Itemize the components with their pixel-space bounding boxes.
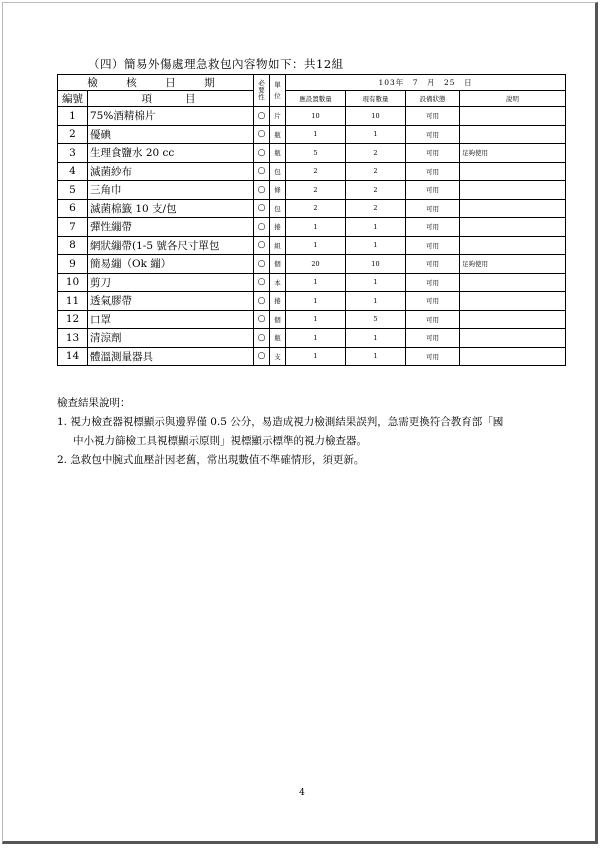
row-no: 12 [58,310,88,329]
row-should-qty: 20 [286,255,346,274]
note-item-1-line-1: 1. 視力檢查器視標顯示與邊界僅 0.5 公分，易造成視力檢測結果誤判，急需更換符合教育部「國 [57,416,504,428]
row-should-qty: 1 [286,292,346,311]
should-qty-header: 應設置數量 [286,91,346,107]
row-required: ○ [254,273,270,292]
row-no: 10 [58,273,88,292]
row-no: 14 [58,347,88,366]
row-item: 滅菌紗布 [88,162,254,181]
row-item: 優碘 [88,125,254,144]
row-no: 13 [58,329,88,348]
row-should-qty: 1 [286,236,346,255]
row-unit: 本 [270,273,286,292]
row-item: 網狀繃帶(1-5 號各尺寸單包 [88,236,254,255]
unit-label: 單位 [270,75,286,107]
row-unit: 包 [270,162,286,181]
row-should-qty: 1 [286,273,346,292]
row-current-qty: 1 [346,236,406,255]
table-row [58,273,566,292]
row-unit: 瓶 [270,125,286,144]
table-row [58,329,566,348]
note-item-1-line-2: 中小視力篩檢工具視標顯示原則」視標顯示標準的視力檢查器。 [73,435,367,447]
row-no: 11 [58,292,88,311]
row-status: 可用 [406,292,460,311]
row-unit: 片 [270,107,286,126]
table-row [58,144,566,163]
row-status: 可用 [406,236,460,255]
table-header-row-1 [58,75,566,91]
item-header: 項 目 [88,91,254,107]
row-no: 1 [58,107,88,126]
table-row [58,181,566,200]
table-row [58,162,566,181]
row-note [460,292,566,311]
row-note [460,273,566,292]
row-required: ○ [254,107,270,126]
row-unit: 條 [270,181,286,200]
row-current-qty: 1 [346,273,406,292]
row-status: 可用 [406,199,460,218]
row-status: 可用 [406,273,460,292]
note-header: 說明 [460,91,566,107]
row-item: 生理食鹽水 20 cc [88,144,254,163]
row-no: 8 [58,236,88,255]
row-note [460,310,566,329]
row-no: 6 [58,199,88,218]
row-no: 5 [58,181,88,200]
row-item: 滅菌棉籤 10 支/包 [88,199,254,218]
row-current-qty: 10 [346,107,406,126]
row-current-qty: 2 [346,181,406,200]
first-aid-kit-table [57,74,566,366]
note-item-2: 2. 急救包中腕式血壓計因老舊，常出現數值不準確情形，須更新。 [57,454,365,466]
row-unit: 捲 [270,218,286,237]
table-row [58,218,566,237]
row-status: 可用 [406,144,460,163]
row-note [460,162,566,181]
row-current-qty: 2 [346,144,406,163]
row-note [460,125,566,144]
table-row [58,347,566,366]
no-header: 編號 [58,91,88,107]
row-item: 彈性繃帶 [88,218,254,237]
section-title: （四）簡易外傷處理急救包內容物如下：共12組 [88,57,344,71]
status-header: 設備狀態 [406,91,460,107]
row-required: ○ [254,181,270,200]
row-note [460,329,566,348]
row-item: 口罩 [88,310,254,329]
row-no: 4 [58,162,88,181]
row-note [460,181,566,200]
row-unit: 瓶 [270,144,286,163]
row-current-qty: 1 [346,347,406,366]
row-required: ○ [254,144,270,163]
row-item: 清涼劑 [88,329,254,348]
row-current-qty: 5 [346,310,406,329]
table-row [58,199,566,218]
row-no: 2 [58,125,88,144]
row-required: ○ [254,218,270,237]
table-row [58,107,566,126]
inspection-notes [57,394,557,470]
row-unit: 瓶 [270,329,286,348]
row-item: 75%酒精棉片 [88,107,254,126]
row-should-qty: 2 [286,181,346,200]
row-should-qty: 1 [286,310,346,329]
row-unit: 組 [270,236,286,255]
row-no: 3 [58,144,88,163]
row-note [460,199,566,218]
row-current-qty: 10 [346,255,406,274]
row-required: ○ [254,199,270,218]
row-item: 體溫測量器具 [88,347,254,366]
row-unit: 支 [270,347,286,366]
table-row [58,255,566,274]
row-current-qty: 1 [346,292,406,311]
table-row [58,125,566,144]
row-note [460,107,566,126]
row-required: ○ [254,236,270,255]
row-status: 可用 [406,107,460,126]
row-item: 透氣膠帶 [88,292,254,311]
row-current-qty: 1 [346,125,406,144]
row-required: ○ [254,255,270,274]
row-required: ○ [254,310,270,329]
table-row [58,310,566,329]
row-should-qty: 1 [286,125,346,144]
row-status: 可用 [406,347,460,366]
row-unit: 捲 [270,292,286,311]
table-row [58,236,566,255]
row-unit: 包 [270,199,286,218]
row-status: 可用 [406,125,460,144]
row-should-qty: 2 [286,162,346,181]
row-should-qty: 10 [286,107,346,126]
row-required: ○ [254,125,270,144]
row-note [460,218,566,237]
row-current-qty: 1 [346,218,406,237]
row-status: 可用 [406,329,460,348]
row-unit: 個 [270,255,286,274]
row-should-qty: 1 [286,347,346,366]
row-item: 剪刀 [88,273,254,292]
row-required: ○ [254,329,270,348]
table-header-row-2 [58,91,566,107]
row-no: 9 [58,255,88,274]
row-status: 可用 [406,162,460,181]
row-should-qty: 2 [286,199,346,218]
row-current-qty: 2 [346,162,406,181]
row-current-qty: 1 [346,329,406,348]
row-item: 三角巾 [88,181,254,200]
row-should-qty: 1 [286,329,346,348]
row-required: ○ [254,292,270,311]
row-should-qty: 5 [286,144,346,163]
row-note: 足夠使用 [460,144,566,163]
table-row [58,292,566,311]
page-number: 4 [299,788,305,798]
row-status: 可用 [406,181,460,200]
row-item: 簡易繃（Ok 繃） [88,255,254,274]
row-current-qty: 2 [346,199,406,218]
row-required: ○ [254,162,270,181]
row-status: 可用 [406,218,460,237]
notes-heading: 檢查結果說明： [57,397,131,409]
row-note: 足夠使用 [460,255,566,274]
check-date-label: 檢 核 日 期 [58,75,254,91]
row-note [460,347,566,366]
row-required: ○ [254,347,270,366]
row-status: 可用 [406,255,460,274]
required-label: 必要性 [254,75,270,107]
row-note [460,236,566,255]
check-date-value: 103年 7 月 25 日 [286,75,566,91]
row-should-qty: 1 [286,218,346,237]
row-status: 可用 [406,310,460,329]
current-qty-header: 現有數量 [346,91,406,107]
row-no: 7 [58,218,88,237]
row-unit: 個 [270,310,286,329]
